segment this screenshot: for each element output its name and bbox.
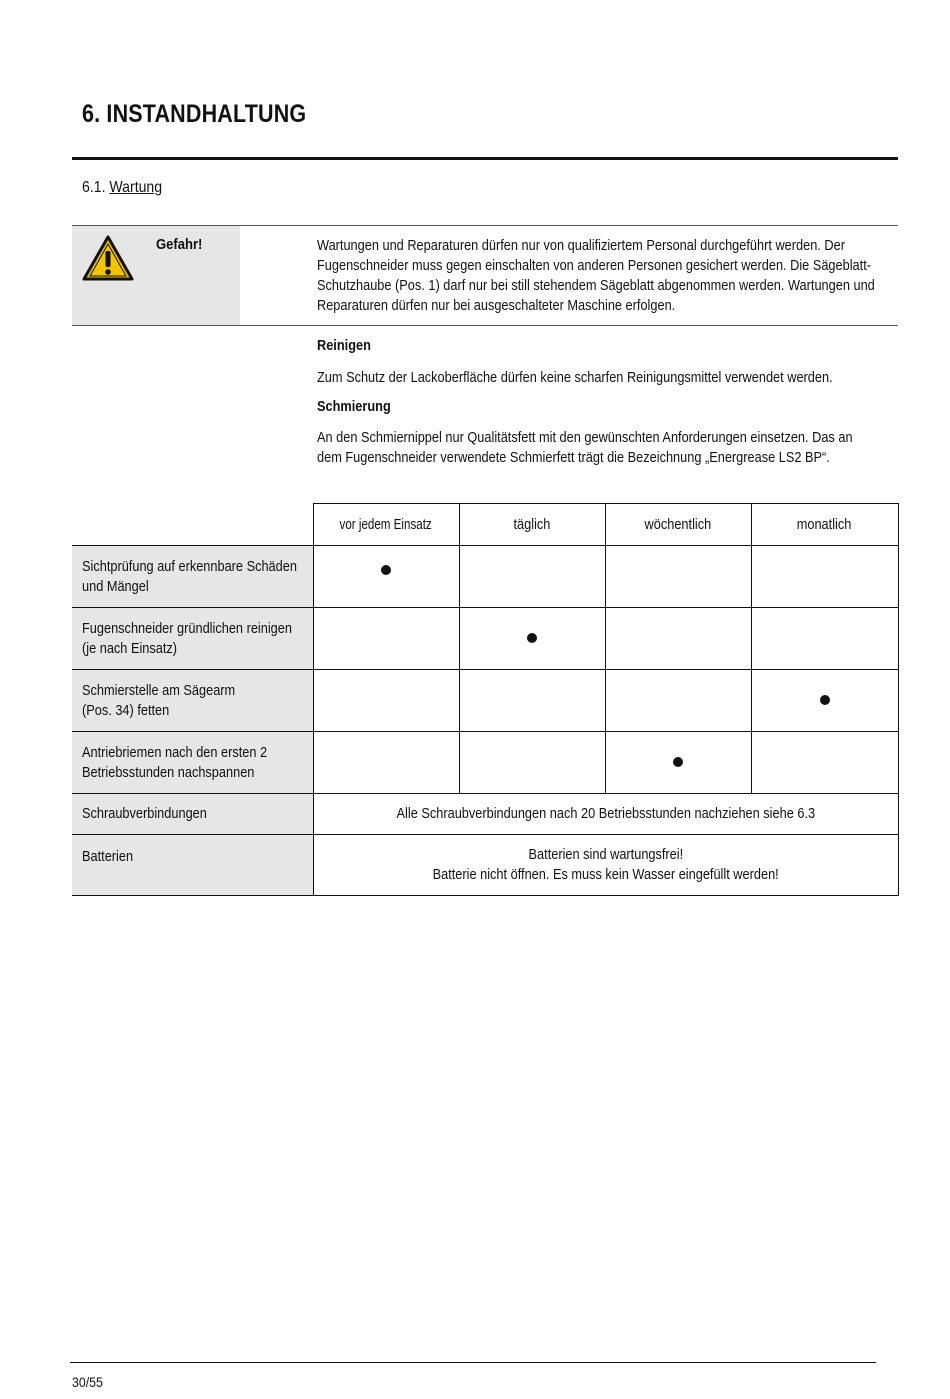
table-row <box>72 732 898 794</box>
footer-rule <box>70 1362 876 1363</box>
check-dot <box>820 695 830 705</box>
table-header-row <box>72 504 898 546</box>
schedule-cell <box>605 732 751 794</box>
table-row <box>72 546 898 608</box>
table-row <box>72 608 898 670</box>
table-row-batteries <box>72 835 898 896</box>
danger-bottom-rule <box>72 325 898 326</box>
cleaning-text: Zum Schutz der Lackoberfläche dürfen keine scharfen Reinigungsmittel verwendet werden. <box>317 370 833 386</box>
subsection-number: 6.1. <box>82 179 106 196</box>
title-rule <box>72 157 898 160</box>
row-label: Batterien <box>72 835 313 896</box>
check-dot <box>673 757 683 767</box>
subsection-name: Wartung <box>109 179 163 196</box>
schedule-cell <box>313 546 459 608</box>
schedule-cell <box>605 670 751 732</box>
schedule-cell <box>751 608 898 670</box>
danger-line-1: Wartungen und Reparaturen dürfen nur von qualifiziertem Personal durchgeführt werden. Der <box>317 238 845 254</box>
subsection-title <box>82 179 162 197</box>
danger-line-2: Fugenschneider muss gegen einschalten von anderen Personen gesichert werden. Die Sägeblatt- <box>317 258 872 274</box>
section-title: 6. INSTANDHALTUNG <box>82 100 307 128</box>
schedule-cell <box>459 732 605 794</box>
row-label: Sichtprüfung auf erkennbare Schäden und Mängel <box>72 546 313 608</box>
page-number: 30/55 <box>72 1374 103 1390</box>
column-header: wöchentlich <box>605 504 751 546</box>
table-row <box>72 670 898 732</box>
schedule-cell <box>605 608 751 670</box>
row-label: Schmierstelle am Sägearm (Pos. 34) fetten <box>72 670 313 732</box>
danger-line-4: Reparaturen dürfen nur bei ausgeschalteter Maschine erfolgen. <box>317 298 676 314</box>
schedule-cell <box>313 608 459 670</box>
table-row-screws <box>72 794 898 835</box>
schedule-cell <box>751 546 898 608</box>
schedule-cell <box>751 732 898 794</box>
schedule-cell <box>313 670 459 732</box>
schedule-cell <box>459 546 605 608</box>
schedule-cell <box>313 732 459 794</box>
row-label: Antriebriemen nach den ersten 2 Betriebsstunden nachspannen <box>72 732 313 794</box>
header-corner <box>72 504 313 546</box>
schedule-cell <box>605 546 751 608</box>
danger-label: Gefahr! <box>156 237 203 253</box>
maintenance-schedule-table <box>72 503 899 896</box>
schedule-cell <box>751 670 898 732</box>
danger-line-3: Schutzhaube (Pos. 1) darf nur bei still stehendem Sägeblatt abgenommen werden. Wartungen und <box>317 278 875 294</box>
schedule-cell <box>459 670 605 732</box>
check-dot <box>527 633 537 643</box>
column-header: monatlich <box>751 504 898 546</box>
warning-triangle-icon <box>82 235 134 281</box>
schedule-cell <box>459 608 605 670</box>
cleaning-heading: Reinigen <box>317 338 371 354</box>
row-label: Schraubverbindungen <box>72 794 313 835</box>
row-label: Fugenschneider gründlichen reinigen (je nach Einsatz) <box>72 608 313 670</box>
lubrication-line-1: An den Schmiernippel nur Qualitätsfett mit den gewünschten Anforderungen einsetzen. Das an <box>317 430 853 446</box>
batteries-note: Batterien sind wartungsfrei! Batterie nicht öffnen. Es muss kein Wasser eingefüllt werden! <box>313 835 898 896</box>
lubrication-heading: Schmierung <box>317 399 391 415</box>
lubrication-line-2: dem Fugenschneider verwendete Schmierfett trägt die Bezeichnung „Energrease LS2 BP“. <box>317 450 830 466</box>
check-dot <box>381 565 391 575</box>
screws-note: Alle Schraubverbindungen nach 20 Betriebsstunden nachziehen siehe 6.3 <box>313 794 898 835</box>
column-header: täglich <box>459 504 605 546</box>
column-header: vor jedem Einsatz <box>313 504 459 546</box>
